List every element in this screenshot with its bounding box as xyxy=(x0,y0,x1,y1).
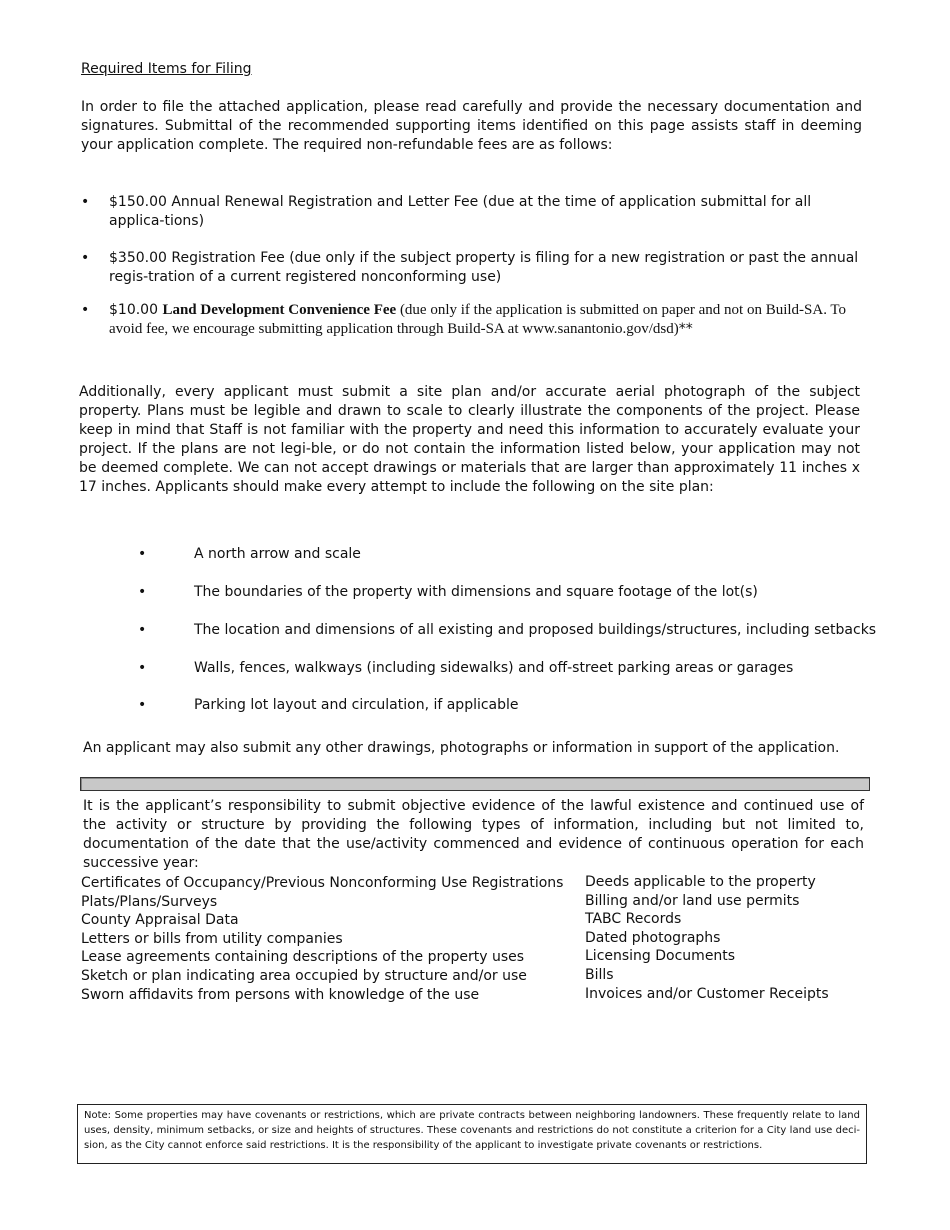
responsibility-paragraph: It is the applicant’s responsibility to submit objective evidence of the lawful existence and continued use of the activity or structure by providing the following types of information, including but not limited to, documentation of the date that the use/activity commenced and evidence of continuous operation for each successive year: xyxy=(83,798,864,871)
evidence-item: Dated photographs xyxy=(585,929,721,946)
evidence-item: Lease agreements containing descriptions of the property uses xyxy=(81,949,525,966)
fee-amount: $350.00 xyxy=(109,250,167,266)
evidence-list-right xyxy=(585,873,829,1003)
bullet: • xyxy=(138,660,147,676)
bullet: • xyxy=(81,194,90,210)
evidence-item: Licensing Documents xyxy=(585,948,736,965)
fee-item-registration xyxy=(81,249,861,289)
evidence-item: County Appraisal Data xyxy=(81,912,239,929)
evidence-list-left xyxy=(81,874,563,1004)
bullet: • xyxy=(138,697,147,713)
fee-amount: $150.00 xyxy=(109,194,167,210)
bullet: • xyxy=(138,546,147,562)
evidence-item: Plats/Plans/Surveys xyxy=(81,893,218,910)
site-plan-item-text: Parking lot layout and circulation, if applicable xyxy=(194,697,519,713)
fee-description: (due only if the application is submitted on paper and not on Build-SA. To avoid fee, we encourage submitting application through Build-SA at www.sanantonio.gov/dsd) xyxy=(109,302,847,337)
bullet: • xyxy=(81,250,90,266)
evidence-item: Sworn affidavits from persons with knowledge of the use xyxy=(81,986,480,1003)
bullet: • xyxy=(138,584,147,600)
evidence-item: TABC Records xyxy=(585,911,682,928)
site-plan-item-text: The boundaries of the property with dimensions and square footage of the lot(s) xyxy=(194,584,758,600)
bullet: • xyxy=(138,622,147,638)
site-plan-paragraph: Additionally, every applicant must submit a site plan and/or accurate aerial photograph of the subject property. Plans must be legible and drawn to scale to clearly illustrate the components of the project. Please keep in mind that Staff is not familiar with the property and need this information to accurately evaluate your project. If the plans are not legi-ble, or do not contain the information listed below, your application may not be deemed complete. We can not accept drawings or materials that are larger than approximately 11 inches x 17 inches. Applicants should make every attempt to include the following on the site plan: xyxy=(79,384,860,495)
fee-name: Registration Fee xyxy=(171,250,285,266)
fee-footnote-mark: ** xyxy=(678,321,693,337)
evidence-item: Invoices and/or Customer Receipts xyxy=(585,985,829,1002)
fee-name: Annual Renewal Registration and Letter Fee xyxy=(171,194,479,210)
site-plan-item-text: The location and dimensions of all existing and proposed buildings/structures, including setbacks xyxy=(194,622,877,638)
evidence-item: Sketch or plan indicating area occupied by structure and/or use xyxy=(81,967,527,984)
section-heading: Required Items for Filing xyxy=(81,61,252,77)
site-plan-item-text: Walls, fences, walkways (including sidewalks) and off-street parking areas or garages xyxy=(194,660,794,676)
covenants-note-box: Note: Some properties may have covenants or restrictions, which are private contracts between neighboring landowners. These frequently relate to land uses, density, minimum setbacks, or size and heights of structures. These covenants and restrictions do not constitute a criterion for a City land use deci-sion, as the City cannot enforce said restrictions. It is the responsibility of the applicant to investigate private covenants or restrictions. xyxy=(77,1104,867,1164)
evidence-item: Certificates of Occupancy/Previous Nonconforming Use Registrations xyxy=(81,875,564,891)
fee-item-convenience xyxy=(81,301,861,341)
section-divider-bar xyxy=(80,777,870,791)
site-plan-item-text: A north arrow and scale xyxy=(194,546,361,562)
evidence-item: Letters or bills from utility companies xyxy=(81,930,343,947)
fee-description: (due only if the subject property is filing for a new registration or past the annual regis-tration of a current registered nonconforming use) xyxy=(109,250,859,285)
evidence-item: Deeds applicable to the property xyxy=(585,874,816,890)
additional-submission-note: An applicant may also submit any other drawings, photographs or information in support of the application. xyxy=(83,740,840,756)
bullet: • xyxy=(81,302,90,318)
fee-amount: $10.00 xyxy=(109,302,158,318)
evidence-item: Bills xyxy=(585,966,614,983)
fee-name: Land Development Convenience Fee xyxy=(162,302,397,318)
fee-description: (due at the time of application submittal for all applica-tions) xyxy=(109,194,812,229)
evidence-item: Billing and/or land use permits xyxy=(585,892,800,909)
fee-item-annual-renewal xyxy=(81,193,861,233)
intro-paragraph: In order to file the attached application, please read carefully and provide the necessary documentation and signatures. Submittal of the recommended supporting items identified on this page assists staff in deeming your application complete. The required non-refundable fees are as follows: xyxy=(81,99,862,153)
